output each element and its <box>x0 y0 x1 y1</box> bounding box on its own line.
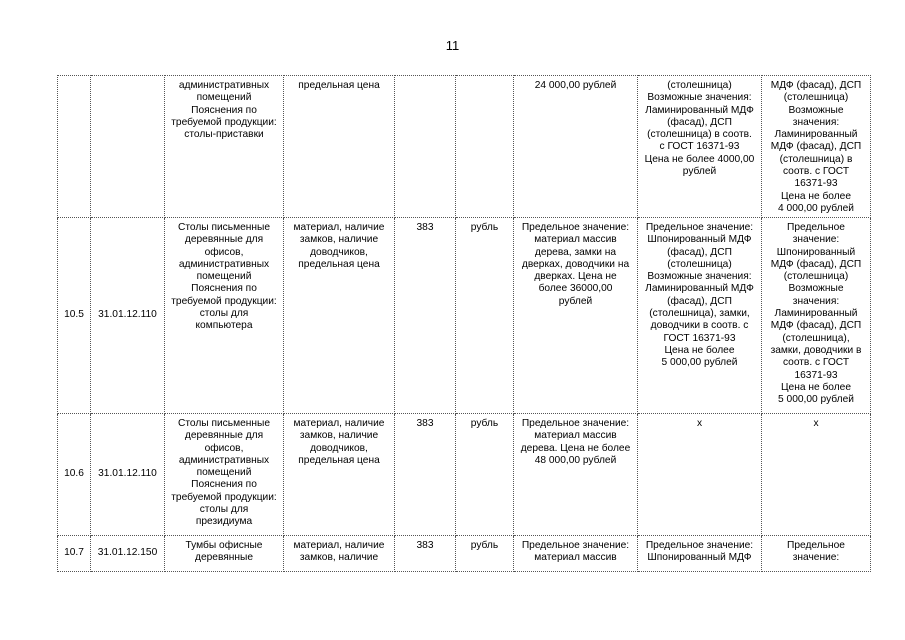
characteristics-cell: материал, наличие замков, наличие доводчиков, предельная цена <box>284 218 395 414</box>
row-number-cell: 10.5 <box>58 218 91 414</box>
product-name-cell: Тумбы офисные деревянные <box>165 536 284 572</box>
category1-value-cell: Предельное значение: Шпонированный МДФ <box>638 536 762 572</box>
okei-code-cell: 383 <box>395 218 456 414</box>
product-name-cell: Столы письменные деревянные для офисов, административных помещений Пояснения по требуемой продукции: столы для президиума <box>165 414 284 536</box>
category2-value-cell: Предельное значение: Шпонированный МДФ (фасад), ДСП (столешница) Возможные значения: Ламинированный МДФ (фасад), ДСП (столешница), замки, доводчики в соотв. с ГОСТ 16371-93 Цена не более 5 000,00 рублей <box>762 218 871 414</box>
category2-value-cell: Предельное значение: <box>762 536 871 572</box>
table-row <box>58 76 871 218</box>
okei-code-cell: 383 <box>395 536 456 572</box>
table-row <box>58 414 871 536</box>
unit-name-cell: рубль <box>456 536 514 572</box>
authority-value-cell: Предельное значение: материал массив дерева, замки на дверках, доводчики на дверках. Цена не более 36000,00 рублей <box>514 218 638 414</box>
okei-code-cell: 383 <box>395 414 456 536</box>
table-row <box>58 536 871 572</box>
okpd2-code-cell: 31.01.12.110 <box>91 414 165 536</box>
unit-name-cell: рубль <box>456 218 514 414</box>
okpd2-code-cell: 31.01.12.150 <box>91 536 165 572</box>
product-name-cell: Столы письменные деревянные для офисов, административных помещений Пояснения по требуемой продукции: столы для компьютера <box>165 218 284 414</box>
row-number-cell <box>58 76 91 218</box>
row-number-cell: 10.7 <box>58 536 91 572</box>
product-name-cell: административных помещений Пояснения по требуемой продукции: столы-приставки <box>165 76 284 218</box>
okei-code-cell <box>395 76 456 218</box>
category1-value-cell: х <box>638 414 762 536</box>
category1-value-cell: (столешница) Возможные значения: Ламинированный МДФ (фасад), ДСП (столешница) в соотв. с ГОСТ 16371-93 Цена не более 4000,00 рублей <box>638 76 762 218</box>
okpd2-code-cell <box>91 76 165 218</box>
category2-value-cell: МДФ (фасад), ДСП (столешница) Возможные значения: Ламинированный МДФ (фасад), ДСП (столешница) в соотв. с ГОСТ 16371-93 Цена не более 4 000,00 рублей <box>762 76 871 218</box>
characteristics-cell: материал, наличие замков, наличие доводчиков, предельная цена <box>284 414 395 536</box>
authority-value-cell: Предельное значение: материал массив <box>514 536 638 572</box>
category2-value-cell: х <box>762 414 871 536</box>
unit-name-cell <box>456 76 514 218</box>
characteristics-cell: материал, наличие замков, наличие <box>284 536 395 572</box>
characteristics-cell: предельная цена <box>284 76 395 218</box>
row-number-cell: 10.6 <box>58 414 91 536</box>
authority-value-cell: Предельное значение: материал массив дерева. Цена не более 48 000,00 рублей <box>514 414 638 536</box>
requirements-table <box>57 75 871 572</box>
category1-value-cell: Предельное значение: Шпонированный МДФ (фасад), ДСП (столешница) Возможные значения: Ламинированный МДФ (фасад), ДСП (столешница), замки, доводчики в соотв. с ГОСТ 16371-93 Цена не более 5 000,00 рублей <box>638 218 762 414</box>
page-number: 11 <box>445 38 460 53</box>
authority-value-cell: 24 000,00 рублей <box>514 76 638 218</box>
okpd2-code-cell: 31.01.12.110 <box>91 218 165 414</box>
table-row <box>58 218 871 414</box>
unit-name-cell: рубль <box>456 414 514 536</box>
